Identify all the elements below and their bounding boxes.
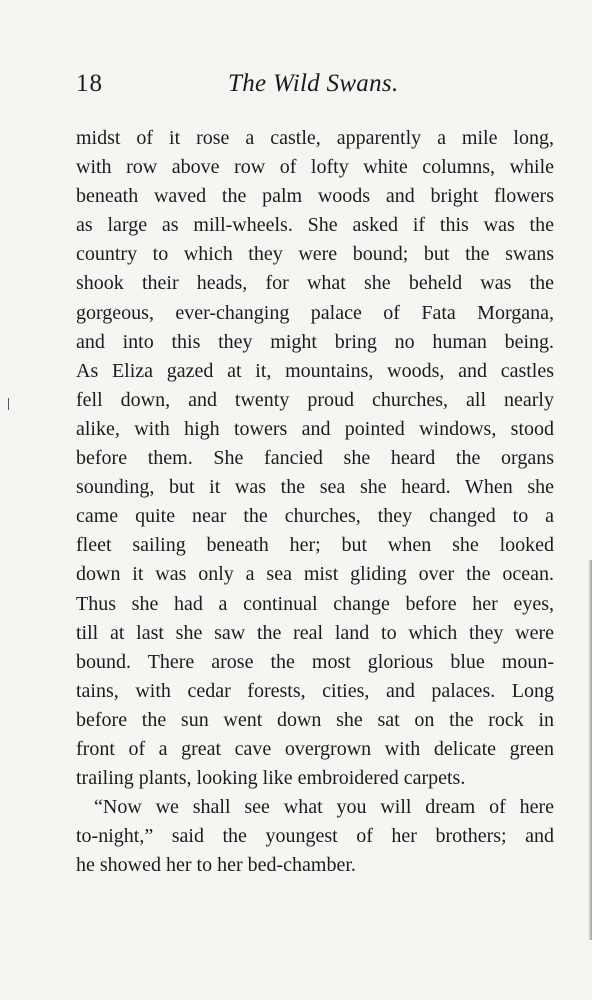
text-line: trailing plants, looking like embroidered carpets.	[76, 767, 466, 790]
text-line: Thus she had a continual change before her eyes,	[76, 592, 554, 615]
text-line: country to which they were bound; but the swans	[76, 243, 554, 266]
text-line: fleet sailing beneath her; but when she looked	[76, 534, 554, 557]
text-line: before the sun went down she sat on the rock in	[76, 708, 554, 731]
text-line: midst of it rose a castle, apparently a mile long,	[76, 127, 554, 149]
text-line: down it was only a sea mist gliding over the ocean.	[76, 563, 554, 586]
body-text	[76, 124, 554, 880]
text-line: beneath waved the palm woods and bright flowers	[76, 185, 554, 208]
text-line: and into this they might bring no human being.	[76, 330, 554, 353]
page-header	[76, 70, 532, 106]
text-line: to-night,” said the youngest of her brothers; and	[76, 825, 554, 848]
running-title: The Wild Swans.	[228, 70, 399, 97]
text-line: till at last she saw the real land to which they were	[76, 621, 554, 644]
text-line: bound. There arose the most glorious blue moun-	[76, 650, 554, 673]
text-line: “Now we shall see what you will dream of here	[94, 796, 554, 819]
text-line: he showed her to her bed-chamber.	[76, 854, 356, 877]
text-line: shook their heads, for what she beheld was the	[76, 272, 554, 295]
text-line: with row above row of lofty white columns, while	[76, 156, 554, 179]
text-line: alike, with high towers and pointed windows, stood	[76, 417, 554, 440]
text-line: before them. She fancied she heard the organs	[76, 447, 554, 470]
text-line: front of a great cave overgrown with delicate green	[76, 737, 554, 760]
page-number: 18	[76, 70, 103, 97]
text-line: gorgeous, ever-changing palace of Fata Morgana,	[76, 301, 554, 324]
text-line: fell down, and twenty proud churches, all nearly	[76, 388, 554, 411]
margin-mark	[8, 398, 9, 410]
text-line: as large as mill-wheels. She asked if this was the	[76, 214, 554, 237]
page-edge-shadow	[588, 560, 592, 940]
text-line: tains, with cedar forests, cities, and palaces. Long	[76, 679, 554, 702]
text-line: sounding, but it was the sea she heard. When she	[76, 476, 554, 499]
text-line: came quite near the churches, they changed to a	[76, 505, 554, 528]
text-line: As Eliza gazed at it, mountains, woods, and castles	[76, 359, 554, 382]
